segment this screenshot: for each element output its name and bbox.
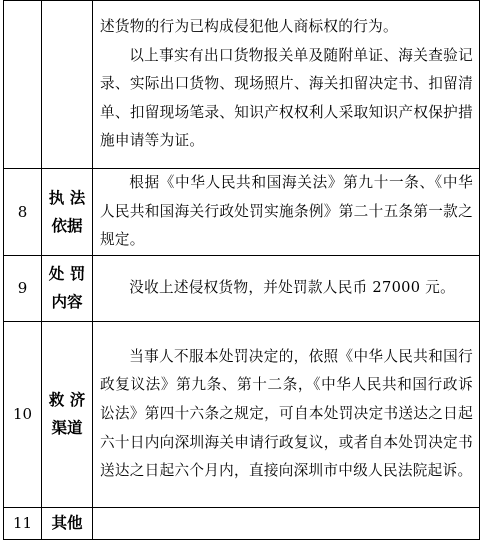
row-label-remedy-channels [42, 321, 93, 507]
label-line-1: 执 法 [48, 188, 86, 207]
label-line-2: 依据 [51, 216, 83, 235]
row-number-cell [4, 1, 42, 169]
facts-paragraph-2: 以上事实有出口货物报关单及随附单证、海关查验记录、实际出口货物、现场照片、海关扣留决定书、扣留清单、扣留现场笔录、知识产权权利人采取知识产权保护措施申请等为证。 [100, 46, 473, 150]
remedy-text: 当事人不服本处罚决定的，依照《中华人民共和国行政复议法》第九条、第十二条，《中华人民共和国行政诉讼法》第四十六条之规定，可自本处罚决定书送达之日起六十日内向深圳海关申请行政复议，或者自本处罚决定书送达之日起六个月内，直接向深圳市中级人民法院起诉。 [100, 347, 473, 480]
row-number-8: 8 [4, 169, 42, 256]
table-row-other [4, 507, 480, 539]
legal-basis-content-cell [93, 169, 480, 256]
label-line-2: 渠道 [51, 419, 83, 438]
facts-paragraph-1: 述货物的行为已构成侵犯他人商标权的行为。 [100, 18, 398, 36]
label-line-1: 救 济 [48, 391, 86, 410]
row-number-9: 9 [4, 255, 42, 321]
penalty-text: 没收上述侵权货物，并处罚款人民币 27000 元。 [129, 278, 456, 296]
label-line-1: 处 罚 [48, 265, 86, 284]
row-number-11: 11 [4, 507, 42, 539]
table-row-remedy-channels [4, 321, 480, 507]
label-line-1: 其他 [51, 514, 83, 533]
table-row-penalty-content [4, 255, 480, 321]
penalty-content-cell [93, 255, 480, 321]
other-content-cell [93, 507, 480, 539]
penalty-decision-table [3, 0, 480, 540]
table-row-legal-basis [4, 169, 480, 256]
remedy-content-cell [93, 321, 480, 507]
facts-content-cell [93, 1, 480, 169]
row-label-legal-basis [42, 169, 93, 256]
row-label-cell [42, 1, 93, 169]
row-label-other [42, 507, 93, 539]
label-line-2: 内容 [51, 293, 83, 312]
legal-basis-text: 根据《中华人民共和国海关法》第九十一条、《中华人民共和国海关行政处罚实施条例》第二十五条第一款之规定。 [100, 174, 473, 249]
table-row-facts-continued [4, 1, 480, 169]
row-number-10: 10 [4, 321, 42, 507]
row-label-penalty-content [42, 255, 93, 321]
